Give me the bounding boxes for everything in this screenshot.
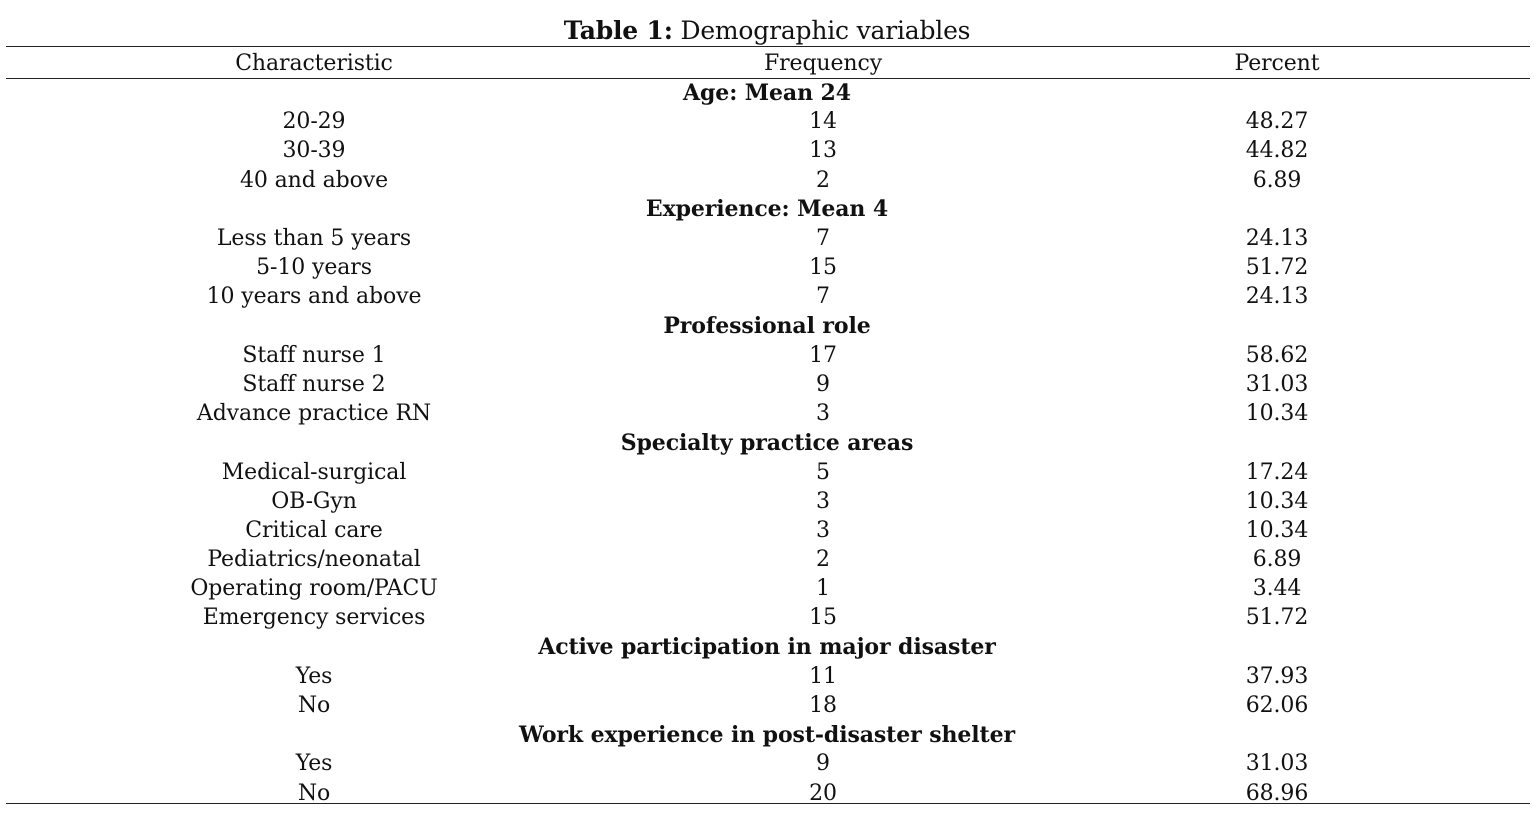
table-row: [0, 166, 1534, 195]
percent-cell: 10.34: [1245, 517, 1309, 543]
percent-cell: 48.27: [1245, 109, 1309, 135]
table-caption: [0, 14, 1534, 48]
characteristic-cell: Pediatrics/neonatal: [207, 547, 421, 573]
header-percent: Percent: [1234, 50, 1320, 76]
table-row: [0, 749, 1534, 778]
frequency-cell: 7: [816, 226, 830, 252]
frequency-cell: 7: [816, 284, 830, 310]
percent-cell: 37.93: [1245, 663, 1309, 689]
frequency-cell: 3: [816, 401, 830, 427]
characteristic-cell: No: [297, 693, 331, 719]
table-row: [0, 399, 1534, 428]
frequency-cell: 15: [809, 605, 837, 631]
percent-cell: 51.72: [1245, 255, 1309, 281]
percent-cell: 24.13: [1245, 226, 1309, 252]
characteristic-cell: Yes: [295, 751, 333, 777]
percent-cell: 17.24: [1245, 459, 1309, 485]
percent-cell: 68.96: [1245, 780, 1309, 806]
frequency-cell: 2: [816, 167, 830, 193]
table-row: [0, 779, 1534, 808]
frequency-cell: 20: [809, 780, 837, 806]
section-title: Professional role: [663, 313, 871, 340]
top-rule: [6, 46, 1530, 47]
header-frequency: Frequency: [763, 50, 883, 76]
section-header-row: [0, 195, 1534, 224]
characteristic-cell: 10 years and above: [206, 284, 422, 310]
section-title: Specialty practice areas: [620, 429, 914, 456]
frequency-cell: 3: [816, 517, 830, 543]
table-row: [0, 545, 1534, 574]
characteristic-cell: 30-39: [282, 138, 346, 164]
section-title: Age: Mean 24: [683, 79, 851, 106]
section-header-row: [0, 720, 1534, 749]
frequency-cell: 9: [816, 751, 830, 777]
percent-cell: 44.82: [1245, 138, 1309, 164]
table-row: [0, 574, 1534, 603]
characteristic-cell: 5-10 years: [256, 255, 372, 281]
percent-cell: 51.72: [1245, 605, 1309, 631]
demographics-table: [0, 48, 1534, 808]
table-caption-text: Demographic variables: [672, 16, 971, 45]
percent-cell: 24.13: [1245, 284, 1309, 310]
characteristic-cell: Less than 5 years: [216, 226, 412, 252]
characteristic-cell: OB-Gyn: [271, 488, 357, 514]
frequency-cell: 11: [809, 663, 837, 689]
frequency-cell: 17: [809, 342, 837, 368]
frequency-cell: 2: [816, 547, 830, 573]
characteristic-cell: Operating room/PACU: [190, 576, 438, 602]
table-row: [0, 516, 1534, 545]
percent-cell: 6.89: [1252, 167, 1302, 193]
section-header-row: [0, 312, 1534, 341]
table-row: [0, 224, 1534, 253]
table-row: [0, 662, 1534, 691]
section-header-row: [0, 633, 1534, 662]
characteristic-cell: Yes: [295, 663, 333, 689]
frequency-cell: 3: [816, 488, 830, 514]
characteristic-cell: Advance practice RN: [196, 401, 432, 427]
percent-cell: 6.89: [1252, 547, 1302, 573]
table-row: [0, 691, 1534, 720]
percent-cell: 3.44: [1252, 576, 1302, 602]
table-row: [0, 370, 1534, 399]
section-header-row: [0, 78, 1534, 107]
characteristic-cell: 40 and above: [239, 167, 389, 193]
characteristic-cell: Critical care: [245, 517, 383, 543]
section-title: Active participation in major disaster: [538, 634, 996, 661]
percent-cell: 10.34: [1245, 401, 1309, 427]
table-row: [0, 341, 1534, 370]
characteristic-cell: Medical-surgical: [221, 459, 407, 485]
table-row: [0, 603, 1534, 632]
frequency-cell: 9: [816, 371, 830, 397]
table-row: [0, 282, 1534, 311]
table-row: [0, 487, 1534, 516]
characteristic-cell: Staff nurse 2: [242, 371, 386, 397]
percent-cell: 31.03: [1245, 751, 1309, 777]
frequency-cell: 5: [816, 459, 830, 485]
header-characteristic: Characteristic: [235, 50, 393, 76]
characteristic-cell: Emergency services: [202, 605, 426, 631]
characteristic-cell: 20-29: [282, 109, 346, 135]
table-row: [0, 253, 1534, 282]
frequency-cell: 18: [809, 693, 837, 719]
section-header-row: [0, 428, 1534, 457]
percent-cell: 58.62: [1245, 342, 1309, 368]
frequency-cell: 1: [816, 576, 830, 602]
section-title: Experience: Mean 4: [645, 196, 889, 223]
characteristic-cell: Staff nurse 1: [242, 342, 386, 368]
percent-cell: 31.03: [1245, 371, 1309, 397]
percent-cell: 10.34: [1245, 488, 1309, 514]
table-body: [0, 78, 1534, 808]
percent-cell: 62.06: [1245, 693, 1309, 719]
table-header-row: [0, 48, 1534, 78]
section-title: Work experience in post-disaster shelter: [519, 721, 1015, 748]
table-row: [0, 136, 1534, 165]
frequency-cell: 15: [809, 255, 837, 281]
table-caption-label: Table 1:: [563, 16, 673, 45]
table-row: [0, 107, 1534, 136]
table-row: [0, 457, 1534, 486]
frequency-cell: 13: [809, 138, 837, 164]
frequency-cell: 14: [809, 109, 837, 135]
characteristic-cell: No: [297, 780, 331, 806]
